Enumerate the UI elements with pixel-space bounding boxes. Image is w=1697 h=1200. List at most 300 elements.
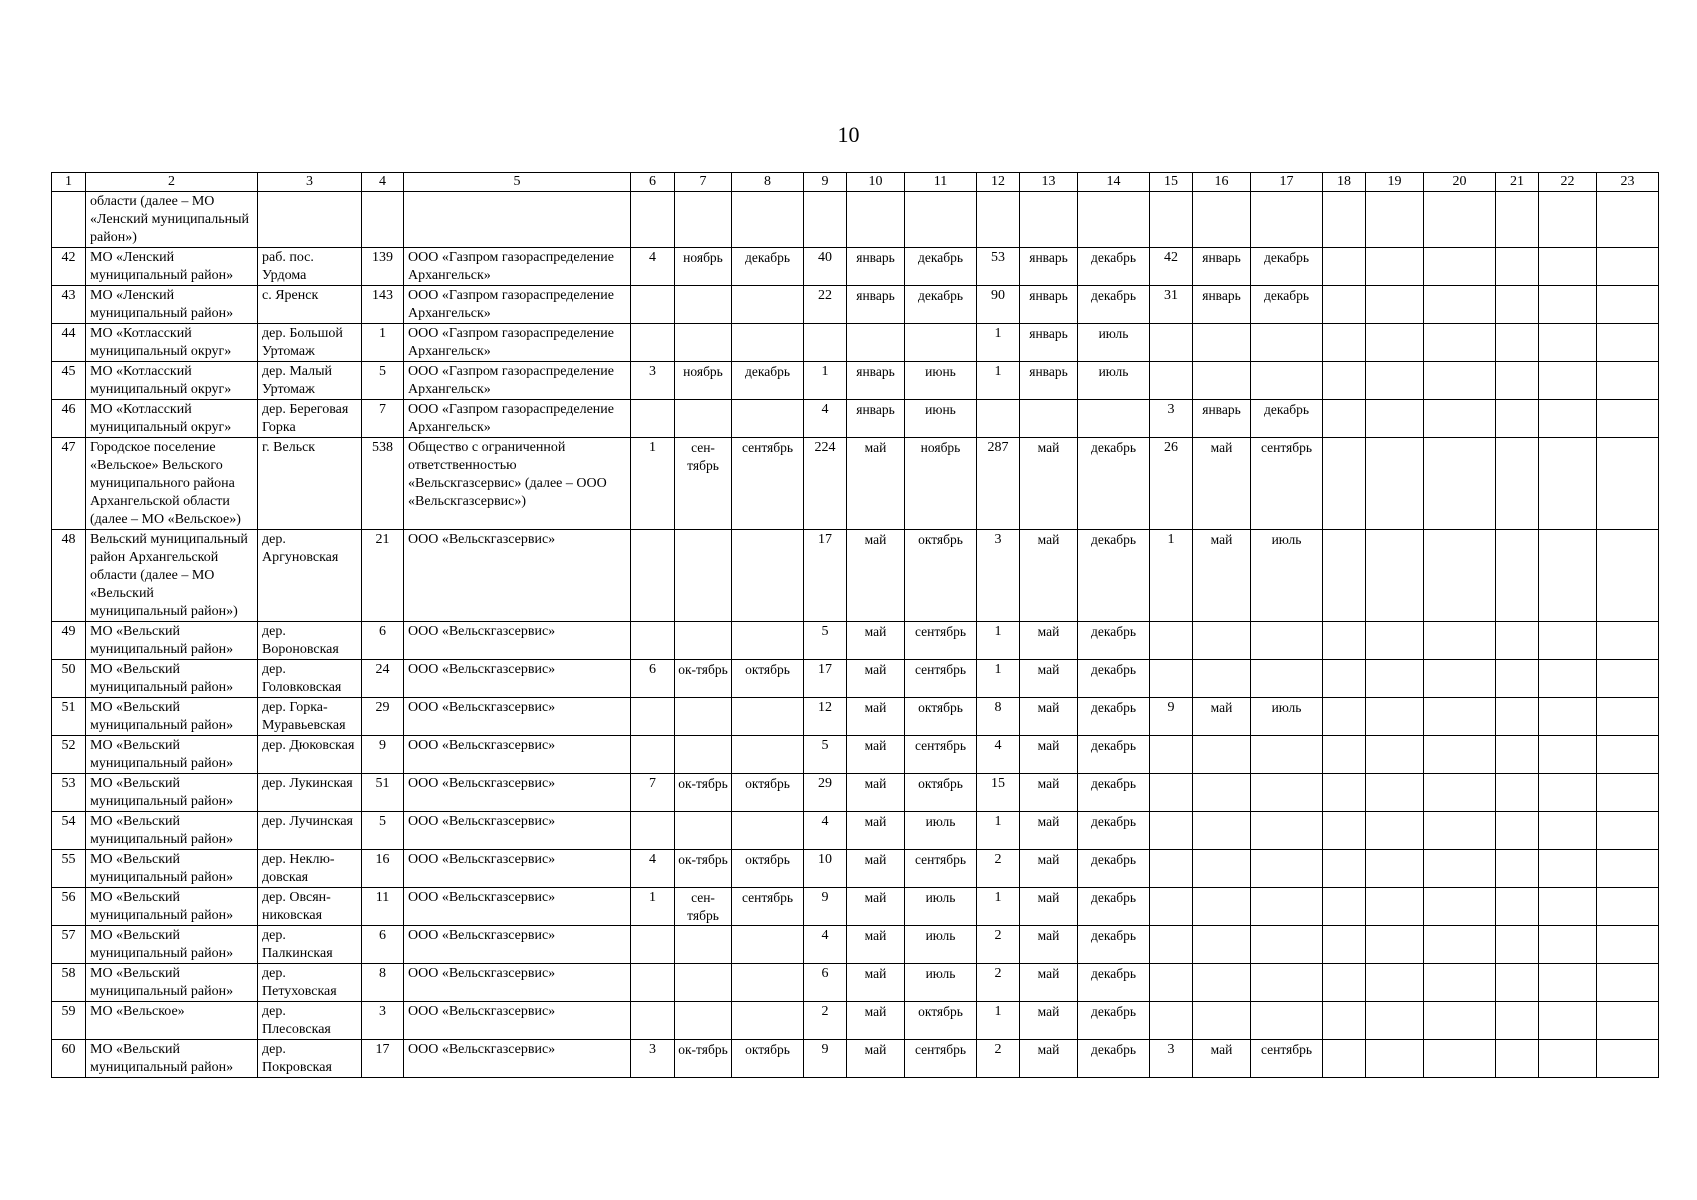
col19-empty-cell xyxy=(1366,698,1424,736)
table-row xyxy=(52,248,1659,286)
col7-month-cell xyxy=(675,622,732,660)
col19-empty-cell xyxy=(1366,850,1424,888)
col18-empty-cell xyxy=(1323,1002,1366,1040)
col7-month-cell: ноябрь xyxy=(675,362,732,400)
col12-value-cell: 2 xyxy=(977,1040,1020,1078)
col15-value-cell xyxy=(1150,888,1193,926)
municipality-cell: МО «Вельский муниципальный район» xyxy=(86,964,258,1002)
col10-month-cell: май xyxy=(847,622,905,660)
col12-value-cell: 287 xyxy=(977,438,1020,530)
col17-month-cell: декабрь xyxy=(1251,286,1323,324)
col7-month-cell xyxy=(675,964,732,1002)
col14-month-cell: декабрь xyxy=(1078,736,1150,774)
col10-month-cell: май xyxy=(847,926,905,964)
col22-empty-cell xyxy=(1539,660,1597,698)
col20-empty-cell xyxy=(1424,1040,1496,1078)
col8-month-cell xyxy=(732,1002,804,1040)
col14-month-cell: декабрь xyxy=(1078,622,1150,660)
col14-month-cell: декабрь xyxy=(1078,812,1150,850)
col8-month-cell: сентябрь xyxy=(732,438,804,530)
table-row xyxy=(52,926,1659,964)
col16-month-cell xyxy=(1193,888,1251,926)
col17-month-cell xyxy=(1251,192,1323,248)
locality-cell: дер. Головковская xyxy=(258,660,362,698)
col9-value-cell: 12 xyxy=(804,698,847,736)
col15-value-cell: 42 xyxy=(1150,248,1193,286)
col12-value-cell: 1 xyxy=(977,888,1020,926)
col13-month-cell: май xyxy=(1020,1002,1078,1040)
col11-month-cell xyxy=(905,324,977,362)
col13-month-cell: январь xyxy=(1020,286,1078,324)
col17-month-cell xyxy=(1251,964,1323,1002)
column-number-21: 21 xyxy=(1496,173,1539,192)
row-number-cell: 42 xyxy=(52,248,86,286)
col23-empty-cell xyxy=(1597,926,1659,964)
column-number-1: 1 xyxy=(52,173,86,192)
col17-month-cell xyxy=(1251,774,1323,812)
col12-value-cell xyxy=(977,400,1020,438)
col7-month-cell: ок-тябрь xyxy=(675,774,732,812)
col13-month-cell: май xyxy=(1020,698,1078,736)
total-count-cell: 16 xyxy=(362,850,404,888)
column-number-14: 14 xyxy=(1078,173,1150,192)
column-number-20: 20 xyxy=(1424,173,1496,192)
col15-value-cell xyxy=(1150,660,1193,698)
col14-month-cell: декабрь xyxy=(1078,248,1150,286)
total-count-cell: 143 xyxy=(362,286,404,324)
col23-empty-cell xyxy=(1597,530,1659,622)
organization-cell: ООО «Газпром газораспределение Архангельск» xyxy=(404,286,631,324)
locality-cell: дер. Неклю-довская xyxy=(258,850,362,888)
row-number-cell: 51 xyxy=(52,698,86,736)
col11-month-cell: октябрь xyxy=(905,530,977,622)
col10-month-cell: май xyxy=(847,1002,905,1040)
col13-month-cell: январь xyxy=(1020,362,1078,400)
municipality-cell: МО «Ленский муниципальный район» xyxy=(86,248,258,286)
col19-empty-cell xyxy=(1366,926,1424,964)
municipality-cell: МО «Вельский муниципальный район» xyxy=(86,888,258,926)
column-number-12: 12 xyxy=(977,173,1020,192)
table-row xyxy=(52,698,1659,736)
column-number-17: 17 xyxy=(1251,173,1323,192)
col6-value-cell: 7 xyxy=(631,774,675,812)
col15-value-cell xyxy=(1150,850,1193,888)
col9-value-cell: 40 xyxy=(804,248,847,286)
col13-month-cell: май xyxy=(1020,438,1078,530)
col13-month-cell: май xyxy=(1020,812,1078,850)
total-count-cell: 5 xyxy=(362,812,404,850)
col8-month-cell: октябрь xyxy=(732,850,804,888)
organization-cell: ООО «Вельскгазсервис» xyxy=(404,888,631,926)
col20-empty-cell xyxy=(1424,362,1496,400)
col6-value-cell xyxy=(631,964,675,1002)
col23-empty-cell xyxy=(1597,1040,1659,1078)
col7-month-cell xyxy=(675,530,732,622)
col16-month-cell xyxy=(1193,324,1251,362)
col16-month-cell xyxy=(1193,736,1251,774)
col11-month-cell: декабрь xyxy=(905,286,977,324)
col18-empty-cell xyxy=(1323,698,1366,736)
col19-empty-cell xyxy=(1366,400,1424,438)
municipality-cell: МО «Котласский муниципальный округ» xyxy=(86,400,258,438)
row-number-cell: 45 xyxy=(52,362,86,400)
col21-empty-cell xyxy=(1496,530,1539,622)
col16-month-cell xyxy=(1193,1002,1251,1040)
col23-empty-cell xyxy=(1597,888,1659,926)
col17-month-cell xyxy=(1251,622,1323,660)
col6-value-cell: 1 xyxy=(631,888,675,926)
col7-month-cell xyxy=(675,1002,732,1040)
col18-empty-cell xyxy=(1323,812,1366,850)
organization-cell: ООО «Вельскгазсервис» xyxy=(404,774,631,812)
table-row xyxy=(52,324,1659,362)
locality-cell: дер. Вороновская xyxy=(258,622,362,660)
organization-cell: ООО «Вельскгазсервис» xyxy=(404,850,631,888)
col21-empty-cell xyxy=(1496,362,1539,400)
col23-empty-cell xyxy=(1597,850,1659,888)
col13-month-cell: май xyxy=(1020,774,1078,812)
row-number-cell: 60 xyxy=(52,1040,86,1078)
col19-empty-cell xyxy=(1366,1002,1424,1040)
col10-month-cell xyxy=(847,192,905,248)
col11-month-cell: июнь xyxy=(905,400,977,438)
table-row xyxy=(52,888,1659,926)
col22-empty-cell xyxy=(1539,736,1597,774)
col14-month-cell xyxy=(1078,192,1150,248)
col21-empty-cell xyxy=(1496,622,1539,660)
total-count-cell: 3 xyxy=(362,1002,404,1040)
column-number-18: 18 xyxy=(1323,173,1366,192)
col9-value-cell: 17 xyxy=(804,660,847,698)
column-number-9: 9 xyxy=(804,173,847,192)
col13-month-cell: январь xyxy=(1020,248,1078,286)
col22-empty-cell xyxy=(1539,622,1597,660)
col21-empty-cell xyxy=(1496,248,1539,286)
col21-empty-cell xyxy=(1496,698,1539,736)
col19-empty-cell xyxy=(1366,248,1424,286)
col11-month-cell: сентябрь xyxy=(905,736,977,774)
col11-month-cell: ноябрь xyxy=(905,438,977,530)
col23-empty-cell xyxy=(1597,438,1659,530)
organization-cell: ООО «Вельскгазсервис» xyxy=(404,660,631,698)
col14-month-cell: декабрь xyxy=(1078,698,1150,736)
col11-month-cell: июнь xyxy=(905,362,977,400)
organization-cell: ООО «Вельскгазсервис» xyxy=(404,622,631,660)
col18-empty-cell xyxy=(1323,438,1366,530)
total-count-cell: 538 xyxy=(362,438,404,530)
col16-month-cell: май xyxy=(1193,530,1251,622)
col6-value-cell: 6 xyxy=(631,660,675,698)
table-row xyxy=(52,850,1659,888)
col22-empty-cell xyxy=(1539,1002,1597,1040)
col7-month-cell xyxy=(675,926,732,964)
col18-empty-cell xyxy=(1323,286,1366,324)
col6-value-cell: 4 xyxy=(631,850,675,888)
col9-value-cell: 9 xyxy=(804,888,847,926)
col20-empty-cell xyxy=(1424,248,1496,286)
col9-value-cell: 4 xyxy=(804,812,847,850)
col18-empty-cell xyxy=(1323,1040,1366,1078)
column-number-6: 6 xyxy=(631,173,675,192)
column-number-16: 16 xyxy=(1193,173,1251,192)
col14-month-cell: декабрь xyxy=(1078,660,1150,698)
col11-month-cell: декабрь xyxy=(905,248,977,286)
col13-month-cell xyxy=(1020,400,1078,438)
col7-month-cell: сен-тябрь xyxy=(675,888,732,926)
col23-empty-cell xyxy=(1597,1002,1659,1040)
col14-month-cell: декабрь xyxy=(1078,774,1150,812)
col16-month-cell xyxy=(1193,964,1251,1002)
col17-month-cell xyxy=(1251,1002,1323,1040)
column-number-row xyxy=(52,173,1659,192)
col13-month-cell: май xyxy=(1020,1040,1078,1078)
col14-month-cell: июль xyxy=(1078,324,1150,362)
col18-empty-cell xyxy=(1323,622,1366,660)
col7-month-cell xyxy=(675,286,732,324)
col17-month-cell xyxy=(1251,736,1323,774)
col7-month-cell xyxy=(675,324,732,362)
total-count-cell: 9 xyxy=(362,736,404,774)
locality-cell: дер. Покровская xyxy=(258,1040,362,1078)
row-number-cell: 48 xyxy=(52,530,86,622)
table-row xyxy=(52,400,1659,438)
municipality-cell: МО «Вельский муниципальный район» xyxy=(86,736,258,774)
col22-empty-cell xyxy=(1539,248,1597,286)
organization-cell: ООО «Вельскгазсервис» xyxy=(404,926,631,964)
col15-value-cell xyxy=(1150,324,1193,362)
col18-empty-cell xyxy=(1323,530,1366,622)
col23-empty-cell xyxy=(1597,286,1659,324)
col7-month-cell xyxy=(675,400,732,438)
col22-empty-cell xyxy=(1539,850,1597,888)
col22-empty-cell xyxy=(1539,964,1597,1002)
col12-value-cell: 1 xyxy=(977,1002,1020,1040)
col11-month-cell: июль xyxy=(905,888,977,926)
total-count-cell: 6 xyxy=(362,926,404,964)
col18-empty-cell xyxy=(1323,400,1366,438)
col13-month-cell: май xyxy=(1020,660,1078,698)
col18-empty-cell xyxy=(1323,660,1366,698)
column-number-19: 19 xyxy=(1366,173,1424,192)
col23-empty-cell xyxy=(1597,660,1659,698)
table-row xyxy=(52,736,1659,774)
col8-month-cell xyxy=(732,286,804,324)
col7-month-cell xyxy=(675,192,732,248)
col6-value-cell xyxy=(631,1002,675,1040)
row-number-cell: 49 xyxy=(52,622,86,660)
col22-empty-cell xyxy=(1539,888,1597,926)
col17-month-cell xyxy=(1251,888,1323,926)
organization-cell: ООО «Газпром газораспределение Архангельск» xyxy=(404,324,631,362)
col7-month-cell xyxy=(675,736,732,774)
locality-cell: дер. Дюковская xyxy=(258,736,362,774)
column-number-15: 15 xyxy=(1150,173,1193,192)
col22-empty-cell xyxy=(1539,1040,1597,1078)
col11-month-cell: октябрь xyxy=(905,1002,977,1040)
col9-value-cell: 224 xyxy=(804,438,847,530)
col8-month-cell xyxy=(732,698,804,736)
col9-value-cell xyxy=(804,324,847,362)
col20-empty-cell xyxy=(1424,736,1496,774)
locality-cell: дер. Береговая Горка xyxy=(258,400,362,438)
organization-cell: ООО «Газпром газораспределение Архангельск» xyxy=(404,362,631,400)
locality-cell xyxy=(258,192,362,248)
municipality-cell: МО «Вельский муниципальный район» xyxy=(86,698,258,736)
col16-month-cell: май xyxy=(1193,698,1251,736)
locality-cell: дер. Палкинская xyxy=(258,926,362,964)
col20-empty-cell xyxy=(1424,660,1496,698)
col17-month-cell: сентябрь xyxy=(1251,438,1323,530)
row-number-cell: 43 xyxy=(52,286,86,324)
col19-empty-cell xyxy=(1366,736,1424,774)
col9-value-cell: 5 xyxy=(804,622,847,660)
col20-empty-cell xyxy=(1424,622,1496,660)
col17-month-cell xyxy=(1251,324,1323,362)
col10-month-cell: январь xyxy=(847,400,905,438)
col11-month-cell: сентябрь xyxy=(905,622,977,660)
total-count-cell: 8 xyxy=(362,964,404,1002)
col19-empty-cell xyxy=(1366,660,1424,698)
col11-month-cell: июль xyxy=(905,926,977,964)
table-row xyxy=(52,362,1659,400)
col16-month-cell: январь xyxy=(1193,286,1251,324)
col22-empty-cell xyxy=(1539,362,1597,400)
col22-empty-cell xyxy=(1539,774,1597,812)
total-count-cell: 51 xyxy=(362,774,404,812)
municipality-cell: МО «Вельский муниципальный район» xyxy=(86,850,258,888)
table-row xyxy=(52,530,1659,622)
col6-value-cell: 4 xyxy=(631,248,675,286)
col17-month-cell: декабрь xyxy=(1251,400,1323,438)
row-number-cell: 55 xyxy=(52,850,86,888)
total-count-cell: 7 xyxy=(362,400,404,438)
municipality-cell: МО «Вельский муниципальный район» xyxy=(86,660,258,698)
col12-value-cell: 8 xyxy=(977,698,1020,736)
col12-value-cell: 2 xyxy=(977,926,1020,964)
col18-empty-cell xyxy=(1323,888,1366,926)
col8-month-cell xyxy=(732,736,804,774)
col13-month-cell: май xyxy=(1020,850,1078,888)
col19-empty-cell xyxy=(1366,1040,1424,1078)
col12-value-cell xyxy=(977,192,1020,248)
col19-empty-cell xyxy=(1366,438,1424,530)
col6-value-cell xyxy=(631,286,675,324)
col10-month-cell: май xyxy=(847,812,905,850)
organization-cell: ООО «Вельскгазсервис» xyxy=(404,1040,631,1078)
col10-month-cell: январь xyxy=(847,362,905,400)
col15-value-cell: 9 xyxy=(1150,698,1193,736)
col11-month-cell: сентябрь xyxy=(905,850,977,888)
table-row xyxy=(52,1040,1659,1078)
col20-empty-cell xyxy=(1424,530,1496,622)
col13-month-cell: май xyxy=(1020,736,1078,774)
col12-value-cell: 3 xyxy=(977,530,1020,622)
organization-cell xyxy=(404,192,631,248)
col19-empty-cell xyxy=(1366,888,1424,926)
column-number-23: 23 xyxy=(1597,173,1659,192)
col8-month-cell xyxy=(732,530,804,622)
col8-month-cell: октябрь xyxy=(732,660,804,698)
page-number: 10 xyxy=(837,122,860,147)
col14-month-cell: июль xyxy=(1078,362,1150,400)
col21-empty-cell xyxy=(1496,1002,1539,1040)
col20-empty-cell xyxy=(1424,324,1496,362)
col8-month-cell xyxy=(732,926,804,964)
col14-month-cell: декабрь xyxy=(1078,888,1150,926)
col16-month-cell xyxy=(1193,850,1251,888)
locality-cell: с. Яренск xyxy=(258,286,362,324)
col15-value-cell: 1 xyxy=(1150,530,1193,622)
col12-value-cell: 53 xyxy=(977,248,1020,286)
locality-cell: дер. Лукинская xyxy=(258,774,362,812)
col20-empty-cell xyxy=(1424,812,1496,850)
col14-month-cell: декабрь xyxy=(1078,850,1150,888)
col18-empty-cell xyxy=(1323,324,1366,362)
col10-month-cell: май xyxy=(847,660,905,698)
col18-empty-cell xyxy=(1323,248,1366,286)
col16-month-cell xyxy=(1193,192,1251,248)
col11-month-cell: октябрь xyxy=(905,698,977,736)
total-count-cell: 1 xyxy=(362,324,404,362)
col21-empty-cell xyxy=(1496,660,1539,698)
col13-month-cell: январь xyxy=(1020,324,1078,362)
col23-empty-cell xyxy=(1597,324,1659,362)
col15-value-cell xyxy=(1150,736,1193,774)
municipality-cell: МО «Вельский муниципальный район» xyxy=(86,622,258,660)
col21-empty-cell xyxy=(1496,400,1539,438)
organization-cell: ООО «Газпром газораспределение Архангельск» xyxy=(404,400,631,438)
col23-empty-cell xyxy=(1597,362,1659,400)
col6-value-cell xyxy=(631,324,675,362)
col19-empty-cell xyxy=(1366,622,1424,660)
col18-empty-cell xyxy=(1323,774,1366,812)
col22-empty-cell xyxy=(1539,400,1597,438)
col9-value-cell: 6 xyxy=(804,964,847,1002)
col10-month-cell: май xyxy=(847,698,905,736)
column-number-5: 5 xyxy=(404,173,631,192)
row-number-cell: 53 xyxy=(52,774,86,812)
municipality-cell: МО «Котласский муниципальный округ» xyxy=(86,362,258,400)
col8-month-cell xyxy=(732,622,804,660)
col7-month-cell: ок-тябрь xyxy=(675,660,732,698)
table-row xyxy=(52,812,1659,850)
col13-month-cell: май xyxy=(1020,622,1078,660)
col18-empty-cell xyxy=(1323,964,1366,1002)
col13-month-cell: май xyxy=(1020,964,1078,1002)
total-count-cell: 29 xyxy=(362,698,404,736)
locality-cell: дер. Аргуновская xyxy=(258,530,362,622)
col17-month-cell: июль xyxy=(1251,530,1323,622)
total-count-cell: 11 xyxy=(362,888,404,926)
col12-value-cell: 1 xyxy=(977,812,1020,850)
column-number-22: 22 xyxy=(1539,173,1597,192)
col12-value-cell: 2 xyxy=(977,850,1020,888)
col10-month-cell: май xyxy=(847,850,905,888)
col22-empty-cell xyxy=(1539,286,1597,324)
col13-month-cell xyxy=(1020,192,1078,248)
col13-month-cell: май xyxy=(1020,530,1078,622)
col8-month-cell xyxy=(732,192,804,248)
col19-empty-cell xyxy=(1366,362,1424,400)
col21-empty-cell xyxy=(1496,1040,1539,1078)
organization-cell: Общество с ограниченной ответственностью «Вельскгазсервис» (далее – ООО «Вельскгазсервис») xyxy=(404,438,631,530)
col16-month-cell xyxy=(1193,812,1251,850)
col14-month-cell: декабрь xyxy=(1078,1002,1150,1040)
row-number-cell: 50 xyxy=(52,660,86,698)
col15-value-cell xyxy=(1150,362,1193,400)
col18-empty-cell xyxy=(1323,850,1366,888)
col16-month-cell xyxy=(1193,362,1251,400)
